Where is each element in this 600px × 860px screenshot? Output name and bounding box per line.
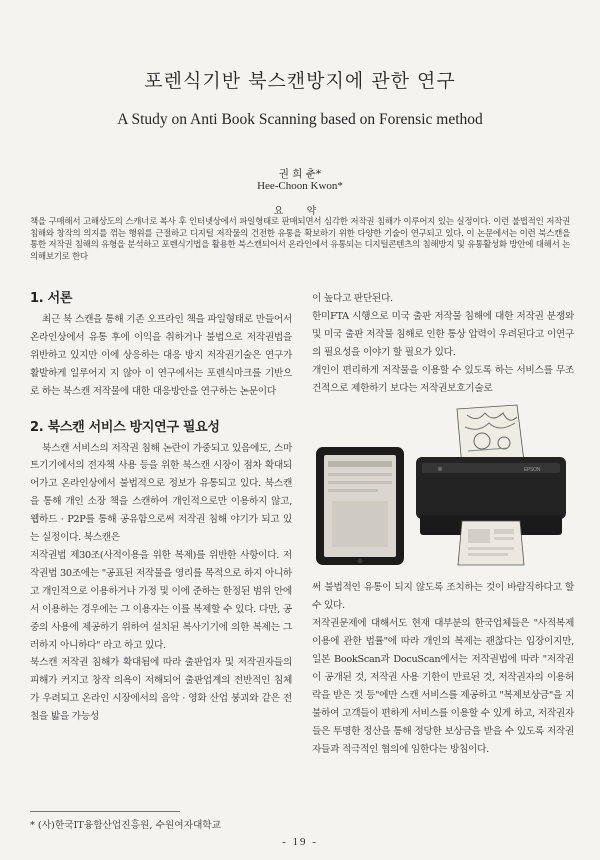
right-column [312, 290, 574, 759]
author-english: Hee-Choon Kwon* [257, 180, 343, 192]
book-scanner-figure [312, 403, 574, 571]
abstract-body: 책을 구매해서 고해상도의 스캐너로 복사 후 인터넷상에서 파일형태로 판매되면서 심각한 저작권 침해가 이루어지 있는 실정이다. 이런 불법적인 저작권 침해와 창작의 의지를 꺾는 행위를 근절하고 디지털 저작물의 건전한 유통을 확보하기 위한 다양한 기술이 연구되고 있다. 이 논문에서는 이런 북스캔을 통한 저작권 침해의 유형을 분석하고 포렌식기법을 활용한 북스캔되어서 온라인에서 유통되는 디지털콘텐츠의 침해방지 및 유통활성화 방안에 대해서 논의해보기로 한다 [30, 217, 570, 262]
right-paragraph-2: 한미FTA 시행으로 미국 출판 저작물 침해에 대한 저작권 분쟁와 및 미국 출판 저작물 침해로 인한 통상 압력이 우려된다고 이연구의 필요성을 이야기 할 필요가 있다. [312, 310, 574, 358]
scanner-brand-label: EPSON [524, 467, 541, 474]
right-paragraph-5: 저작권문제에 대해서도 현재 대부분의 한국업체들은 "사적복제 이용에 관한 법률"에 따라 개인의 복제는 괜찮다는 입장이지만, 일본 BookScan과 DocuScan에서는 저작권법에 따라 "저작권이 공개된 것, 저작권 사용 기한이 만료된 것, 저작권자의 이용허락을 받은 것 등"에만 스캔 서비스를 제공하고 "복제보상금"을 지불하여 고객들이 편하게 서비스를 이용할 수 있게 하고, 저작권자들은 투명한 정산을 통해 정당한 보상금을 받을 수 있도록 저작권자들과 적극적인 협의에 임한다는 방침이다. [312, 618, 574, 755]
section2-paragraph-3: 북스캔 저작권 침해가 확대됨에 따라 출판업자 및 저작권자들의 피해가 커지고 창작 의욕이 저해되어 출판업계의 전반적인 침체가 우려되고 온라인 시장에서의 음악 · 영화 산업 붕괴와 같은 전철을 밟을 가능성 [30, 657, 292, 723]
right-paragraph-1: 이 높다고 판단된다. [312, 293, 393, 304]
page-number: - 19 - [282, 836, 318, 848]
scanner-illustration [416, 405, 566, 565]
right-paragraph-4: 써 불법적인 유통이 되지 않도록 조치하는 것이 바람직하다고 할 수 있다. [312, 582, 574, 612]
section1-body: 최근 북 스캔을 통해 기존 오프라인 책을 파일형태로 만들어서 온라인상에서 유통 후에 이익을 취하거나 불법으로 저작권법을 위반하고 있지만 이에 상응하는 대응 방지 저작권기술은 연구가 활발하게 일루어지 지 않아 이 연구에서는 포렌식마크를 기반으로 하는 북스캔 저작물에 대한 대응방안을 연구하는 논문이다 [30, 314, 292, 397]
section2-paragraph-2: 저작권법 제30조(사적이용을 위한 복제)를 위반한 사항이다. 저작권법 30조에는 "공표된 저작물을 영리를 목적으로 하지 아니하고 개인적으로 이용하거나 가정 및 이에 준하는 한정된 범위 안에서 이용하는 경우에는 그 이용자는 이를 복제할 수 있다. 다만, 공중의 사용에 제공하기 위하여 설치된 복사기기에 의한 복제는 그러하지 아니하다" 라고 하고 있다. [30, 549, 292, 651]
footnote: * (사)한국IT융합산업진흥원, 수원여자대학교 [30, 820, 222, 831]
right-paragraph-3: 개인이 편리하게 저작물을 이용할 수 있도록 하는 서비스를 무조건적으로 제한하기 보다는 저작권보호기술로 [312, 364, 574, 394]
tablet-illustration [316, 447, 404, 565]
abstract-heading: 요 약 [273, 206, 327, 217]
section1-heading: 1. 서론 [30, 291, 73, 306]
section2-paragraph-1: 북스캔 서비스의 저작권 침해 논란이 가중되고 있음에도, 스마트기기에서의 전자책 사용 등을 위한 북스캔 시장이 점차 확대되어가고 온라인상에서 불법적으로 정보가 유통되고 있다. 북스캔을 통해 개인 소장 책을 스캔하여 개인적으로만 이용하지 않고, 웹하드 · P2P를 통해 공유함으로써 저작권 침해 야기가 되고 있는 실정이다. 북스캔은 [30, 442, 292, 544]
left-column [30, 290, 292, 726]
section2-heading: 2. 북스캔 서비스 방지연구 필요성 [30, 419, 220, 435]
footnote-divider [30, 811, 180, 812]
title-english: A Study on Anti Book Scanning based on Forensic method [117, 111, 483, 128]
title-korean: 포렌식기반 북스캔방지에 관한 연구 [144, 70, 456, 92]
author-korean: 권 희 춘* [278, 168, 322, 180]
